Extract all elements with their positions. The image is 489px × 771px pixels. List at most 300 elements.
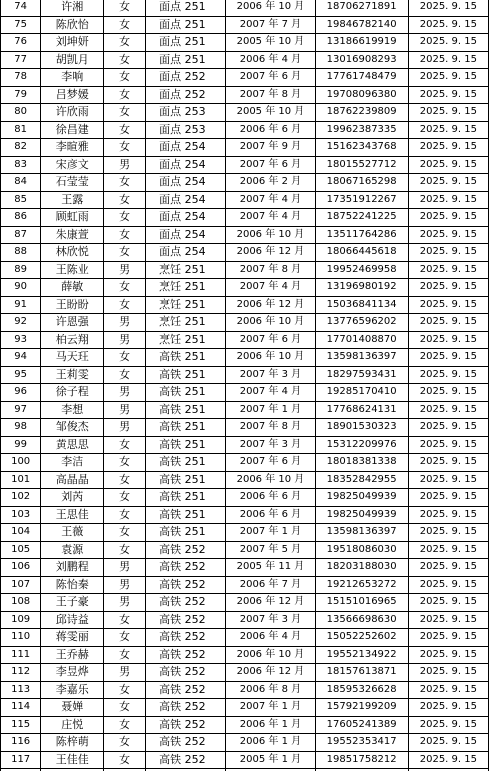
- class-cell: 面点 251: [146, 51, 226, 69]
- name-cell: 王思佳: [41, 506, 104, 524]
- row-number-cell: 88: [1, 244, 41, 262]
- name-cell: 许湘: [41, 0, 104, 16]
- row-number-cell: 99: [1, 436, 41, 454]
- registration-date-cell: 2025. 9. 15: [408, 69, 488, 87]
- row-number-cell: 74: [1, 0, 41, 16]
- registration-date-cell: 2025. 9. 15: [408, 0, 488, 16]
- row-number-cell: 102: [1, 489, 41, 507]
- table-row: [1, 139, 489, 157]
- gender-cell: 女: [104, 454, 146, 472]
- name-cell: 吕梦媛: [41, 86, 104, 104]
- birth-date-cell: 2007 年 4 月: [226, 279, 315, 297]
- class-cell: 烹饪 251: [146, 314, 226, 332]
- gender-cell: 女: [104, 734, 146, 752]
- phone-cell: 18203188030: [315, 559, 408, 577]
- gender-cell: 女: [104, 86, 146, 104]
- gender-cell: 男: [104, 576, 146, 594]
- table-row: [1, 331, 489, 349]
- name-cell: 李嘉乐: [41, 681, 104, 699]
- phone-cell: 15052252602: [315, 629, 408, 647]
- class-cell: 高铁 251: [146, 454, 226, 472]
- registration-date-cell: 2025. 9. 15: [408, 191, 488, 209]
- row-number-cell: 95: [1, 366, 41, 384]
- name-cell: 顾虹雨: [41, 209, 104, 227]
- registration-date-cell: 2025. 9. 15: [408, 331, 488, 349]
- name-cell: 蒋雯丽: [41, 629, 104, 647]
- birth-date-cell: 2007 年 9 月: [226, 139, 315, 157]
- phone-cell: 15792199209: [315, 699, 408, 717]
- row-number-cell: 100: [1, 454, 41, 472]
- phone-cell: 17701408870: [315, 331, 408, 349]
- class-cell: 烹饪 251: [146, 296, 226, 314]
- birth-date-cell: 2007 年 6 月: [226, 331, 315, 349]
- table-body: [1, 0, 489, 771]
- class-cell: 高铁 252: [146, 751, 226, 769]
- gender-cell: 女: [104, 296, 146, 314]
- name-cell: 刘坤妍: [41, 34, 104, 52]
- gender-cell: 女: [104, 209, 146, 227]
- birth-date-cell: 2007 年 6 月: [226, 69, 315, 87]
- birth-date-cell: 2007 年 3 月: [226, 611, 315, 629]
- registration-date-cell: 2025. 9. 15: [408, 296, 488, 314]
- registration-date-cell: 2025. 9. 15: [408, 506, 488, 524]
- table-row: [1, 191, 489, 209]
- phone-cell: 18352842955: [315, 471, 408, 489]
- table-row: [1, 541, 489, 559]
- gender-cell: 女: [104, 629, 146, 647]
- gender-cell: 女: [104, 366, 146, 384]
- birth-date-cell: 2007 年 3 月: [226, 366, 315, 384]
- registration-date-cell: 2025. 9. 15: [408, 664, 488, 682]
- birth-date-cell: 2006 年 7 月: [226, 576, 315, 594]
- class-cell: 高铁 252: [146, 681, 226, 699]
- table-row: [1, 751, 489, 769]
- row-number-cell: 94: [1, 349, 41, 367]
- birth-date-cell: 2006 年 1 月: [226, 716, 315, 734]
- gender-cell: 女: [104, 506, 146, 524]
- registration-date-cell: 2025. 9. 15: [408, 629, 488, 647]
- name-cell: 朱康萱: [41, 226, 104, 244]
- class-cell: 高铁 251: [146, 436, 226, 454]
- table-row: [1, 366, 489, 384]
- class-cell: 面点 251: [146, 16, 226, 34]
- row-number-cell: 106: [1, 559, 41, 577]
- row-number-cell: 91: [1, 296, 41, 314]
- registration-date-cell: 2025. 9. 15: [408, 419, 488, 437]
- birth-date-cell: 2006 年 4 月: [226, 51, 315, 69]
- class-cell: 面点 253: [146, 121, 226, 139]
- table-row: [1, 559, 489, 577]
- phone-cell: 19846782140: [315, 16, 408, 34]
- registration-date-cell: 2025. 9. 15: [408, 279, 488, 297]
- gender-cell: 女: [104, 349, 146, 367]
- registration-date-cell: 2025. 9. 15: [408, 646, 488, 664]
- table-row: [1, 34, 489, 52]
- row-number-cell: 104: [1, 524, 41, 542]
- name-cell: 许欣雨: [41, 104, 104, 122]
- birth-date-cell: 2006 年 6 月: [226, 506, 315, 524]
- registration-date-cell: 2025. 9. 15: [408, 261, 488, 279]
- birth-date-cell: 2006 年 4 月: [226, 629, 315, 647]
- birth-date-cell: 2007 年 3 月: [226, 436, 315, 454]
- gender-cell: 女: [104, 716, 146, 734]
- row-number-cell: 79: [1, 86, 41, 104]
- table-row: [1, 471, 489, 489]
- name-cell: 林欣悦: [41, 244, 104, 262]
- birth-date-cell: 2007 年 8 月: [226, 419, 315, 437]
- birth-date-cell: 2006 年 1 月: [226, 734, 315, 752]
- birth-date-cell: 2007 年 1 月: [226, 524, 315, 542]
- gender-cell: 女: [104, 121, 146, 139]
- birth-date-cell: 2007 年 5 月: [226, 541, 315, 559]
- birth-date-cell: 2007 年 1 月: [226, 699, 315, 717]
- gender-cell: 男: [104, 419, 146, 437]
- registration-date-cell: 2025. 9. 15: [408, 559, 488, 577]
- birth-date-cell: 2007 年 4 月: [226, 384, 315, 402]
- class-cell: 面点 253: [146, 104, 226, 122]
- name-cell: 徐子程: [41, 384, 104, 402]
- class-cell: 面点 254: [146, 209, 226, 227]
- row-number-cell: 80: [1, 104, 41, 122]
- phone-cell: 18015527712: [315, 156, 408, 174]
- birth-date-cell: 2005 年 11 月: [226, 559, 315, 577]
- name-cell: 李响: [41, 69, 104, 87]
- registration-date-cell: 2025. 9. 15: [408, 716, 488, 734]
- row-number-cell: 107: [1, 576, 41, 594]
- table-row: [1, 454, 489, 472]
- birth-date-cell: 2005 年 1 月: [226, 751, 315, 769]
- phone-cell: 19285170410: [315, 384, 408, 402]
- birth-date-cell: 2006 年 10 月: [226, 471, 315, 489]
- birth-date-cell: 2007 年 7 月: [226, 16, 315, 34]
- gender-cell: 男: [104, 384, 146, 402]
- gender-cell: 男: [104, 401, 146, 419]
- registration-date-cell: 2025. 9. 15: [408, 471, 488, 489]
- table-row: [1, 51, 489, 69]
- registration-date-cell: 2025. 9. 15: [408, 366, 488, 384]
- phone-cell: 15312209976: [315, 436, 408, 454]
- table-row: [1, 209, 489, 227]
- table-row: [1, 349, 489, 367]
- table-row: [1, 594, 489, 612]
- gender-cell: 男: [104, 156, 146, 174]
- name-cell: 许恩强: [41, 314, 104, 332]
- registration-date-cell: 2025. 9. 15: [408, 454, 488, 472]
- phone-cell: 18157613871: [315, 664, 408, 682]
- gender-cell: 女: [104, 244, 146, 262]
- phone-cell: 13566698630: [315, 611, 408, 629]
- row-number-cell: 84: [1, 174, 41, 192]
- table-row: [1, 121, 489, 139]
- row-number-cell: 87: [1, 226, 41, 244]
- birth-date-cell: 2007 年 6 月: [226, 156, 315, 174]
- row-number-cell: 81: [1, 121, 41, 139]
- registration-date-cell: 2025. 9. 15: [408, 436, 488, 454]
- registration-date-cell: 2025. 9. 15: [408, 681, 488, 699]
- table-row: [1, 629, 489, 647]
- row-number-cell: 93: [1, 331, 41, 349]
- name-cell: 聂婵: [41, 699, 104, 717]
- table-row: [1, 226, 489, 244]
- class-cell: 高铁 251: [146, 349, 226, 367]
- row-number-cell: 85: [1, 191, 41, 209]
- gender-cell: 男: [104, 594, 146, 612]
- table-row: [1, 716, 489, 734]
- registration-date-cell: 2025. 9. 15: [408, 156, 488, 174]
- name-cell: 徐昌建: [41, 121, 104, 139]
- row-number-cell: 92: [1, 314, 41, 332]
- registration-date-cell: 2025. 9. 15: [408, 349, 488, 367]
- birth-date-cell: 2006 年 10 月: [226, 226, 315, 244]
- table-row: [1, 296, 489, 314]
- name-cell: 王盼盼: [41, 296, 104, 314]
- row-number-cell: 96: [1, 384, 41, 402]
- name-cell: 石莹莹: [41, 174, 104, 192]
- row-number-cell: 114: [1, 699, 41, 717]
- name-cell: 陈怡秦: [41, 576, 104, 594]
- row-number-cell: 103: [1, 506, 41, 524]
- row-number-cell: 105: [1, 541, 41, 559]
- class-cell: 烹饪 251: [146, 331, 226, 349]
- class-cell: 高铁 252: [146, 734, 226, 752]
- registration-date-cell: 2025. 9. 15: [408, 16, 488, 34]
- registration-date-cell: 2025. 9. 15: [408, 34, 488, 52]
- gender-cell: 女: [104, 471, 146, 489]
- gender-cell: 女: [104, 646, 146, 664]
- registration-date-cell: 2025. 9. 15: [408, 611, 488, 629]
- class-cell: 高铁 251: [146, 419, 226, 437]
- name-cell: 庄悦: [41, 716, 104, 734]
- phone-cell: 19851758212: [315, 751, 408, 769]
- phone-cell: 18901530323: [315, 419, 408, 437]
- gender-cell: 女: [104, 34, 146, 52]
- gender-cell: 女: [104, 279, 146, 297]
- name-cell: 刘芮: [41, 489, 104, 507]
- name-cell: 王子豪: [41, 594, 104, 612]
- name-cell: 王佳佳: [41, 751, 104, 769]
- name-cell: 李昱烨: [41, 664, 104, 682]
- name-cell: 宋彦文: [41, 156, 104, 174]
- table-row: [1, 174, 489, 192]
- gender-cell: 女: [104, 104, 146, 122]
- table-row: [1, 86, 489, 104]
- class-cell: 面点 254: [146, 244, 226, 262]
- registration-date-cell: 2025. 9. 15: [408, 51, 488, 69]
- class-cell: 面点 254: [146, 226, 226, 244]
- phone-cell: 19552353417: [315, 734, 408, 752]
- row-number-cell: 89: [1, 261, 41, 279]
- class-cell: 高铁 251: [146, 401, 226, 419]
- gender-cell: 女: [104, 191, 146, 209]
- phone-cell: 18752241225: [315, 209, 408, 227]
- phone-cell: 19212653272: [315, 576, 408, 594]
- name-cell: 王乔赫: [41, 646, 104, 664]
- gender-cell: 女: [104, 524, 146, 542]
- class-cell: 高铁 252: [146, 576, 226, 594]
- row-number-cell: 86: [1, 209, 41, 227]
- registration-date-cell: 2025. 9. 15: [408, 104, 488, 122]
- gender-cell: 女: [104, 139, 146, 157]
- name-cell: 李暄雅: [41, 139, 104, 157]
- phone-cell: 17768624131: [315, 401, 408, 419]
- name-cell: 黄思思: [41, 436, 104, 454]
- gender-cell: 女: [104, 174, 146, 192]
- table-row: [1, 734, 489, 752]
- phone-cell: 19552134922: [315, 646, 408, 664]
- name-cell: 高晶晶: [41, 471, 104, 489]
- class-cell: 高铁 252: [146, 559, 226, 577]
- phone-cell: 13196980192: [315, 279, 408, 297]
- class-cell: 高铁 252: [146, 611, 226, 629]
- gender-cell: 女: [104, 0, 146, 16]
- birth-date-cell: 2007 年 4 月: [226, 209, 315, 227]
- row-number-cell: 83: [1, 156, 41, 174]
- table-row: [1, 576, 489, 594]
- gender-cell: 女: [104, 489, 146, 507]
- name-cell: 刘鹏程: [41, 559, 104, 577]
- row-number-cell: 75: [1, 16, 41, 34]
- row-number-cell: 82: [1, 139, 41, 157]
- registration-date-cell: 2025. 9. 15: [408, 401, 488, 419]
- row-number-cell: 116: [1, 734, 41, 752]
- name-cell: 邹俊杰: [41, 419, 104, 437]
- row-number-cell: 78: [1, 69, 41, 87]
- class-cell: 烹饪 251: [146, 279, 226, 297]
- phone-cell: 17605241389: [315, 716, 408, 734]
- name-cell: 柏云翔: [41, 331, 104, 349]
- phone-cell: 15036841134: [315, 296, 408, 314]
- name-cell: 李想: [41, 401, 104, 419]
- row-number-cell: 77: [1, 51, 41, 69]
- birth-date-cell: 2006 年 10 月: [226, 646, 315, 664]
- row-number-cell: 76: [1, 34, 41, 52]
- class-cell: 高铁 252: [146, 541, 226, 559]
- registration-date-cell: 2025. 9. 15: [408, 734, 488, 752]
- table-row: [1, 279, 489, 297]
- gender-cell: 男: [104, 664, 146, 682]
- class-cell: 高铁 251: [146, 366, 226, 384]
- class-cell: 面点 251: [146, 34, 226, 52]
- class-cell: 高铁 252: [146, 699, 226, 717]
- name-cell: 王露: [41, 191, 104, 209]
- row-number-cell: 97: [1, 401, 41, 419]
- row-number-cell: 110: [1, 629, 41, 647]
- gender-cell: 女: [104, 51, 146, 69]
- birth-date-cell: 2006 年 8 月: [226, 681, 315, 699]
- table-row: [1, 384, 489, 402]
- table-row: [1, 506, 489, 524]
- registration-date-cell: 2025. 9. 15: [408, 139, 488, 157]
- row-number-cell: 109: [1, 611, 41, 629]
- registration-date-cell: 2025. 9. 15: [408, 576, 488, 594]
- birth-date-cell: 2007 年 1 月: [226, 401, 315, 419]
- phone-cell: 15151016965: [315, 594, 408, 612]
- registration-date-cell: 2025. 9. 15: [408, 751, 488, 769]
- table-row: [1, 681, 489, 699]
- table-row: [1, 314, 489, 332]
- birth-date-cell: 2006 年 6 月: [226, 489, 315, 507]
- class-cell: 高铁 252: [146, 664, 226, 682]
- gender-cell: 女: [104, 699, 146, 717]
- name-cell: 陈梓萌: [41, 734, 104, 752]
- gender-cell: 女: [104, 541, 146, 559]
- class-cell: 面点 254: [146, 174, 226, 192]
- row-number-cell: 108: [1, 594, 41, 612]
- registration-date-cell: 2025. 9. 15: [408, 314, 488, 332]
- row-number-cell: 90: [1, 279, 41, 297]
- gender-cell: 男: [104, 331, 146, 349]
- class-cell: 高铁 251: [146, 506, 226, 524]
- phone-cell: 18018381338: [315, 454, 408, 472]
- table-row: [1, 524, 489, 542]
- registration-date-cell: 2025. 9. 15: [408, 524, 488, 542]
- row-number-cell: 98: [1, 419, 41, 437]
- class-cell: 面点 254: [146, 191, 226, 209]
- phone-cell: 19952469958: [315, 261, 408, 279]
- phone-cell: 15162343768: [315, 139, 408, 157]
- phone-cell: 19708096380: [315, 86, 408, 104]
- class-cell: 面点 251: [146, 0, 226, 16]
- registration-date-cell: 2025. 9. 15: [408, 594, 488, 612]
- class-cell: 面点 254: [146, 139, 226, 157]
- phone-cell: 13016908293: [315, 51, 408, 69]
- name-cell: 王薇: [41, 524, 104, 542]
- table-row: [1, 16, 489, 34]
- registration-date-cell: 2025. 9. 15: [408, 209, 488, 227]
- name-cell: 袁源: [41, 541, 104, 559]
- phone-cell: 18706271891: [315, 0, 408, 16]
- phone-cell: 13598136397: [315, 524, 408, 542]
- phone-cell: 13598136397: [315, 349, 408, 367]
- name-cell: 胡凯月: [41, 51, 104, 69]
- name-cell: 邱诗益: [41, 611, 104, 629]
- birth-date-cell: 2006 年 12 月: [226, 244, 315, 262]
- birth-date-cell: 2005 年 10 月: [226, 34, 315, 52]
- birth-date-cell: 2006 年 12 月: [226, 594, 315, 612]
- birth-date-cell: 2007 年 8 月: [226, 86, 315, 104]
- phone-cell: 18297593431: [315, 366, 408, 384]
- table-row: [1, 104, 489, 122]
- registration-date-cell: 2025. 9. 15: [408, 174, 488, 192]
- phone-cell: 18762239809: [315, 104, 408, 122]
- phone-cell: 18066445618: [315, 244, 408, 262]
- phone-cell: 18595326628: [315, 681, 408, 699]
- name-cell: 陈欣怡: [41, 16, 104, 34]
- class-cell: 高铁 252: [146, 594, 226, 612]
- name-cell: 马天玨: [41, 349, 104, 367]
- gender-cell: 男: [104, 559, 146, 577]
- name-cell: 王莉雯: [41, 366, 104, 384]
- table-row: [1, 489, 489, 507]
- table-row: [1, 244, 489, 262]
- gender-cell: 女: [104, 611, 146, 629]
- table-row: [1, 436, 489, 454]
- phone-cell: 18067165298: [315, 174, 408, 192]
- table-row: [1, 646, 489, 664]
- class-cell: 高铁 251: [146, 524, 226, 542]
- table-row: [1, 69, 489, 87]
- class-cell: 面点 252: [146, 69, 226, 87]
- gender-cell: 女: [104, 436, 146, 454]
- class-cell: 烹饪 251: [146, 261, 226, 279]
- phone-cell: 13186619919: [315, 34, 408, 52]
- row-number-cell: 111: [1, 646, 41, 664]
- birth-date-cell: 2006 年 12 月: [226, 296, 315, 314]
- row-number-cell: 115: [1, 716, 41, 734]
- name-cell: 李洁: [41, 454, 104, 472]
- gender-cell: 女: [104, 226, 146, 244]
- class-cell: 面点 252: [146, 86, 226, 104]
